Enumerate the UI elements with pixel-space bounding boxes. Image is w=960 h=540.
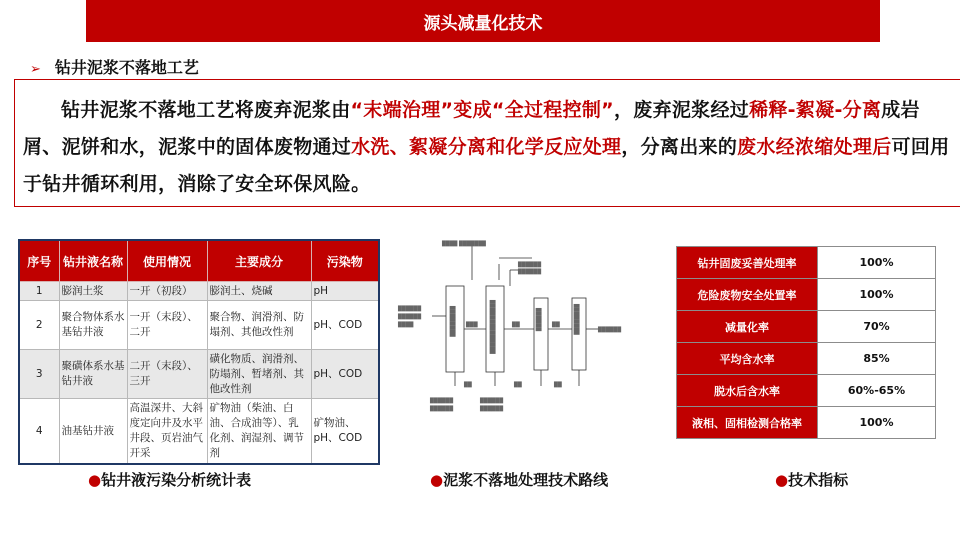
section-heading [30, 55, 199, 78]
metric-row [677, 279, 936, 311]
table-cell: 二开（末段）、三开 [127, 350, 207, 399]
metric-row [677, 343, 936, 375]
table-row [19, 350, 379, 399]
metric-row [677, 375, 936, 407]
svg-text:██: ██ [552, 322, 560, 328]
metric-row [677, 311, 936, 343]
svg-text:██████: ██████ [398, 306, 422, 312]
svg-text:████████: ████████ [573, 304, 579, 335]
table-cell: 磺化物质、润滑剂、防塌剂、暂堵剂、其他改性剂 [207, 350, 311, 399]
metric-row [677, 247, 936, 279]
table-header-cell: 污染物 [311, 240, 379, 282]
table-row [19, 282, 379, 301]
svg-text:██████: ██████ [430, 406, 454, 412]
caption-bullet-icon: ● [775, 471, 789, 489]
svg-text:██████: ██████ [518, 262, 542, 268]
svg-text:██: ██ [514, 382, 522, 388]
caption-diagram-text: 泥浆不落地处理技术路线 [443, 471, 609, 489]
intro-text-segment: ，废弃泥浆经过 [613, 99, 750, 121]
page-title-bar [86, 0, 880, 42]
intro-paragraph [23, 92, 957, 203]
table-header-cell: 钻井液名称 [59, 240, 127, 282]
metric-value: 100% [818, 407, 936, 439]
metric-label: 钻井固废妥善处理率 [677, 247, 818, 279]
metric-value: 60%-65% [818, 375, 936, 407]
table-row [19, 301, 379, 350]
caption-diagram [430, 469, 608, 490]
metric-label: 危险废物安全处置率 [677, 279, 818, 311]
svg-text:██████: ██████ [535, 308, 541, 332]
intro-text-segment: 可回用于钻井循环利用，消除了安全环保风险。 [23, 136, 950, 195]
process-flow-diagram [394, 236, 650, 462]
caption-bullet-icon: ● [88, 471, 102, 489]
intro-highlight: 稀释-絮凝-分离 [749, 99, 882, 121]
table-cell: 2 [19, 301, 59, 350]
table-cell: 一开（初段） [127, 282, 207, 301]
svg-text:████ ███████: ████ ███████ [442, 241, 486, 247]
intro-text-segment: ，分离出来的 [621, 136, 738, 158]
arrow-bullet-icon: ➢ [30, 62, 41, 77]
table-cell: 聚磺体系水基钻井液 [59, 350, 127, 399]
caption-metrics [775, 469, 848, 490]
table-cell: 膨润土、烧碱 [207, 282, 311, 301]
table-header-cell: 序号 [19, 240, 59, 282]
svg-text:████████: ████████ [449, 306, 455, 337]
table-cell: 油基钻井液 [59, 399, 127, 465]
svg-text:██: ██ [464, 382, 472, 388]
intro-highlight: 废水经浓缩处理后 [737, 136, 892, 158]
caption-table-text: 钻井液污染分析统计表 [101, 471, 252, 489]
metric-label: 脱水后含水率 [677, 375, 818, 407]
table-cell: pH [311, 282, 379, 301]
caption-bullet-icon: ● [430, 471, 444, 489]
intro-highlight: “末端治理”变成“全过程控制” [350, 99, 614, 121]
metric-value: 100% [818, 279, 936, 311]
metric-row [677, 407, 936, 439]
table-cell: 聚合物、润滑剂、防塌剂、其他改性剂 [207, 301, 311, 350]
intro-text-segment: 成岩屑、泥饼和水，泥浆中的固体废物通过 [23, 99, 920, 158]
intro-highlight: 水洗、絮凝分离和化学反应处理 [351, 136, 622, 158]
svg-text:██████: ██████ [598, 327, 622, 333]
metric-value: 70% [818, 311, 936, 343]
caption-table [88, 469, 251, 490]
table-cell: 1 [19, 282, 59, 301]
table-header-cell: 使用情况 [127, 240, 207, 282]
table-cell: pH、COD [311, 350, 379, 399]
svg-text:██████: ██████ [430, 398, 454, 404]
svg-text:██: ██ [512, 322, 520, 328]
svg-text:██████: ██████ [398, 314, 422, 320]
metric-value: 100% [818, 247, 936, 279]
svg-text:███: ███ [466, 322, 478, 328]
svg-text:████: ████ [398, 322, 414, 328]
table-cell: 4 [19, 399, 59, 465]
table-header-cell: 主要成分 [207, 240, 311, 282]
metrics-table [676, 246, 936, 439]
table-cell: 聚合物体系水基钻井液 [59, 301, 127, 350]
metric-label: 液相、固相检测合格率 [677, 407, 818, 439]
svg-text:██████████████: ██████████████ [489, 300, 495, 354]
table-cell: 矿物油（柴油、白油、合成油等）、乳化剂、润湿剂、调节剂 [207, 399, 311, 465]
page-title: 源头减量化技术 [423, 13, 543, 34]
metric-label: 平均含水率 [677, 343, 818, 375]
caption-metrics-text: 技术指标 [788, 471, 849, 489]
table-cell: 膨润土浆 [59, 282, 127, 301]
pollution-table [18, 239, 380, 465]
table-header-row [19, 240, 379, 282]
svg-text:██████: ██████ [480, 406, 504, 412]
svg-text:██: ██ [554, 382, 562, 388]
intro-text-segment: 钻井泥浆不落地工艺将废弃泥浆由 [61, 99, 351, 121]
intro-paragraph-box [14, 79, 960, 207]
table-cell: pH、COD [311, 301, 379, 350]
metric-value: 85% [818, 343, 936, 375]
table-cell: 3 [19, 350, 59, 399]
table-row [19, 399, 379, 465]
table-cell: 一开（末段）、二开 [127, 301, 207, 350]
table-cell: 高温深井、大斜度定向井及水平井段、页岩油气开采 [127, 399, 207, 465]
svg-text:██████: ██████ [480, 398, 504, 404]
svg-text:██████: ██████ [518, 269, 542, 275]
metric-label: 减量化率 [677, 311, 818, 343]
section-heading-text: 钻井泥浆不落地工艺 [54, 58, 199, 77]
table-cell: 矿物油、pH、COD [311, 399, 379, 465]
